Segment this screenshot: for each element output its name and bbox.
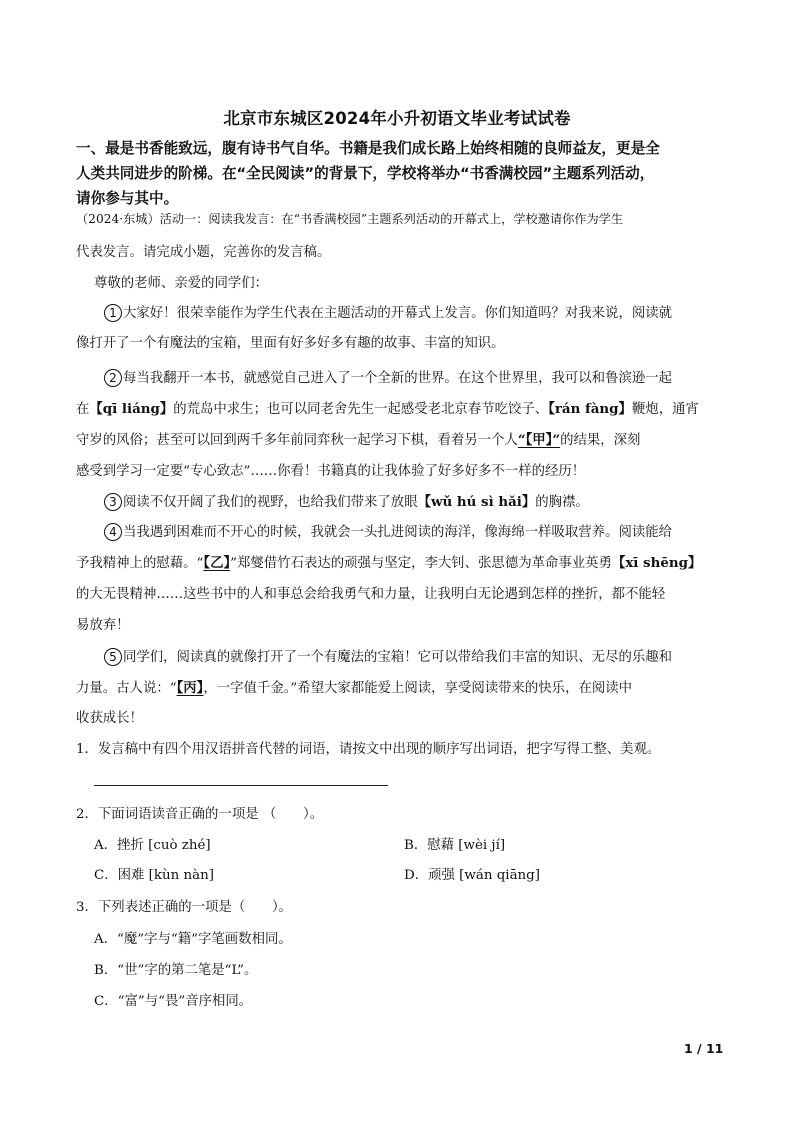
- option-c[interactable]: C．困难 [kùn nàn]: [94, 868, 214, 883]
- paragraph-line: 的大无畏精神……这些书中的人和事总会给我勇气和力量，让我明白无论遇到怎样的挫折，都不能轻: [76, 587, 666, 602]
- paragraph-line: [76, 429, 640, 448]
- answer-line[interactable]: [94, 785, 388, 786]
- paragraph-text: 的结果，深刻: [560, 433, 641, 448]
- paragraph-text: 的胸襟。: [535, 495, 589, 510]
- paragraph-line: [76, 677, 632, 696]
- option-a[interactable]: A．“魔”字与“籍”字笔画数相同。: [94, 932, 292, 947]
- paragraph-text: 予我精神上的慰藉。“: [76, 556, 204, 571]
- paragraph-text: ，一字值千金。”希望大家都能爱上阅读，享受阅读带来的快乐，在阅读中: [203, 681, 633, 696]
- paragraph-line: [104, 646, 672, 666]
- section-heading-line: 人类共同进步的阶梯。在“全民阅读”的背景下，学校将举办“书香满校园”主题系列活动，: [76, 165, 655, 182]
- paragraph-line: [104, 491, 589, 511]
- intro-line: （2024·东城）活动一：阅读我发言：在“书香满校园”主题系列活动的开幕式上，学校邀请你作为学生: [76, 212, 624, 226]
- paragraph-number-badge: 1: [104, 304, 122, 322]
- question-1: 1．发言稿中有四个用汉语拼音代替的词语，请按文中出现的顺序写出词语，把字写得工整、美观。: [76, 742, 661, 757]
- pinyin-blank: 【wǔ hú sì hǎi】: [417, 494, 536, 510]
- option-d[interactable]: D．顽强 [wán qiāng]: [404, 868, 540, 883]
- paragraph-text: 同学们，阅读真的就像打开了一个有魔法的宝箱！它可以带给我们丰富的知识、无尽的乐趣和: [123, 650, 673, 665]
- pinyin-blank: 【xī shēng】: [611, 555, 702, 571]
- section-one-heading: [76, 136, 726, 211]
- paragraph-line: 收获成长！: [76, 711, 143, 726]
- paragraph-text: 大家好！很荣幸能作为学生代表在主题活动的开幕式上发言。你们知道吗？对我来说，阅读就: [123, 306, 673, 321]
- paragraph-text: 阅读不仅开阔了我们的视野，也给我们带来了放眼: [123, 495, 418, 510]
- paragraph-text: 力量。古人说：“: [76, 681, 177, 696]
- paragraph-text: ”郑燮借竹石表达的顽强与坚定，李大钊、张思德为革命事业英勇: [230, 556, 612, 571]
- paragraph-line: [104, 367, 672, 387]
- pinyin-blank: 【qī liáng】: [89, 401, 174, 417]
- paragraph-text: 当我遇到困难而不开心的时候，我就会一头扎进阅读的海洋，像海绵一样吸取营养。阅读能给: [123, 525, 673, 540]
- page-title: 北京市东城区2024年小升初语文毕业考试试卷: [223, 109, 571, 128]
- section-heading-line: 一、最是书香能致远，腹有诗书气自华。书籍是我们成长路上始终相随的良师益友，更是全: [76, 140, 660, 157]
- paragraph-line: 易放弃！: [76, 618, 130, 633]
- paragraph-number-badge: 5: [104, 648, 122, 666]
- paragraph-text: 每当我翻开一本书，就感觉自己进入了一个全新的世界。在这个世界里，我可以和鲁滨逊一起: [123, 371, 673, 386]
- option-b[interactable]: B．慰藉 [wèi jí]: [404, 838, 506, 853]
- question-2: 2．下面词语读音正确的一项是 （ ）。: [76, 807, 324, 822]
- paragraph-line: [76, 398, 699, 417]
- question-3: 3．下列表述正确的一项是（ ）。: [76, 900, 293, 915]
- paragraph-text: 在: [76, 402, 90, 417]
- paragraph-number-badge: 3: [104, 493, 122, 511]
- pinyin-blank: 【rán fàng】: [548, 401, 632, 417]
- paragraph-text: 鞭炮，通宵: [631, 402, 699, 417]
- paragraph-line: 像打开了一个有魔法的宝箱，里面有好多好多有趣的故事、丰富的知识。: [76, 336, 505, 351]
- option-c[interactable]: C．“富”与“畏”音序相同。: [94, 994, 253, 1009]
- paragraph-text: 守岁的风俗；甚至可以回到两千多年前同弈秋一起学习下棋，看着另一个人: [76, 433, 518, 448]
- section-heading-line: 请你参与其中。: [76, 190, 179, 207]
- paragraph-line: [104, 521, 672, 541]
- paragraph-number-badge: 4: [104, 523, 122, 541]
- paragraph-line: 感受到学习一定要“专心致志”……你看！书籍真的让我体验了好多好多不一样的经历！: [76, 464, 586, 479]
- fill-blank-bing: 【丙】: [176, 680, 204, 696]
- paragraph-line: [104, 302, 672, 322]
- paragraph-number-badge: 2: [104, 369, 122, 387]
- paragraph-text: 的荒岛中求生；也可以同老舍先生一起感受老北京春节吃饺子、: [173, 402, 549, 417]
- page-number: 1 / 11: [684, 1041, 724, 1056]
- fill-blank-jia: “【甲】”: [517, 432, 561, 448]
- fill-blank-yi: 【乙】: [203, 555, 231, 571]
- option-a[interactable]: A．挫折 [cuò zhé]: [94, 838, 211, 853]
- greeting: 尊敬的老师、亲爱的同学们：: [94, 276, 269, 291]
- paragraph-line: [76, 552, 701, 571]
- intro-line: 代表发言。请完成小题，完善你的发言稿。: [76, 245, 331, 260]
- option-b[interactable]: B．“世”字的第二笔是“L”。: [94, 963, 258, 978]
